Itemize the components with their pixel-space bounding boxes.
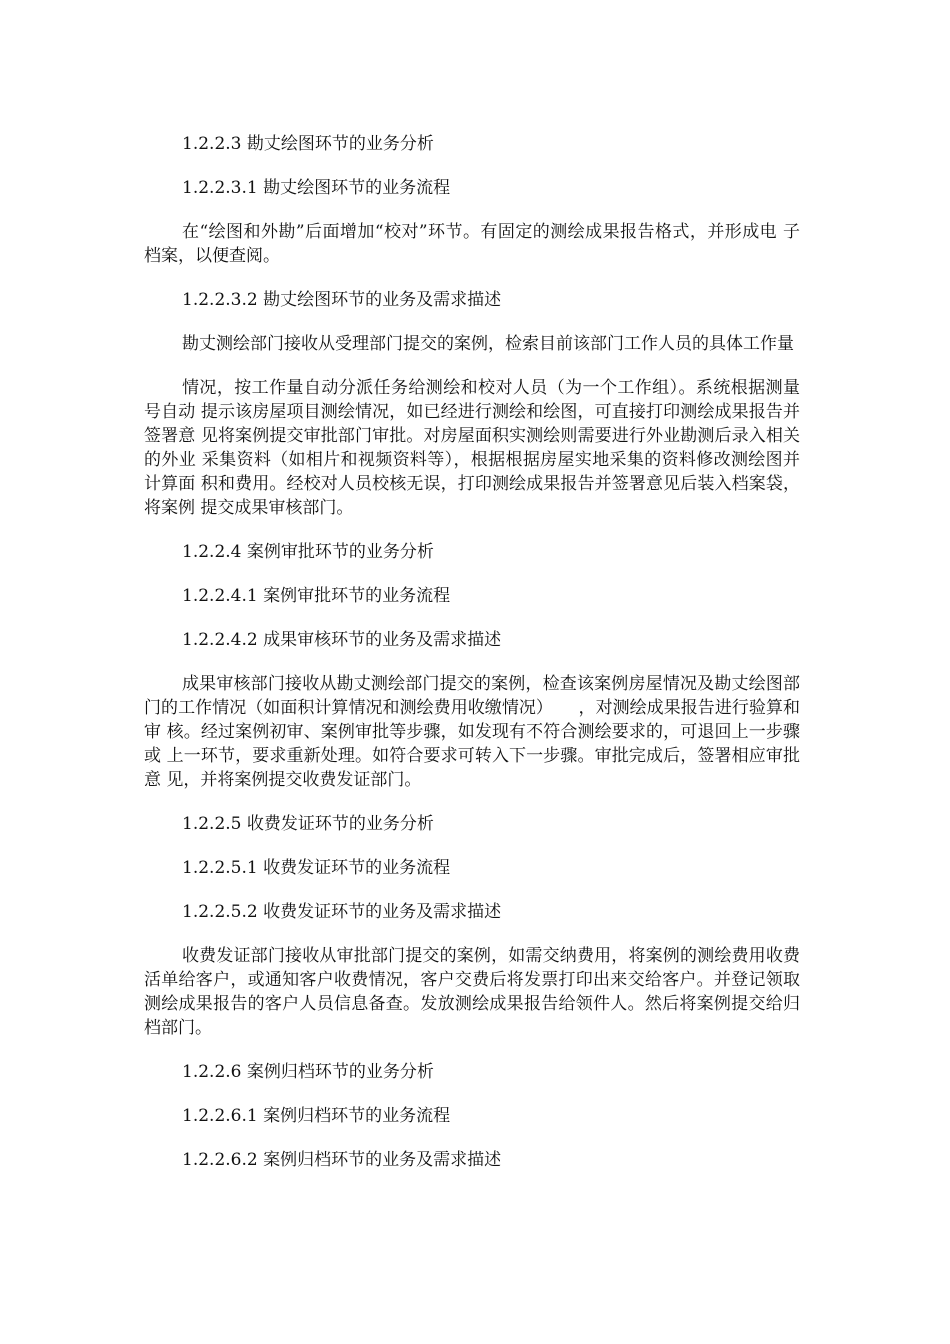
subsection-heading: 1.2.2.4.2 成果审核环节的业务及需求描述 <box>182 630 502 650</box>
subsection-heading: 1.2.2.4.1 案例审批环节的业务流程 <box>182 586 451 606</box>
body-paragraph: 在“绘图和外勘”后面增加“校对”环节。有固定的测绘成果报告格式，并形成电 子档案，以便查阅。 <box>144 222 800 266</box>
subsection-heading: 1.2.2.6.1 案例归档环节的业务流程 <box>182 1106 451 1126</box>
body-paragraph: 收费发证部门接收从审批部门提交的案例，如需交纳费用，将案例的测绘费用收费 活单给客户，或通知客户收费情况，客户交费后将发票打印出来交给客户。并登记领取 测绘成果报告的客户人员信息备查。发放测绘成果报告给领件人。然后将案例提交给归 档部门。 <box>144 946 800 1038</box>
subsection-heading: 1.2.2.6.2 案例归档环节的业务及需求描述 <box>182 1150 502 1170</box>
section-heading: 1.2.2.6 案例归档环节的业务分析 <box>182 1062 434 1082</box>
subsection-heading: 1.2.2.5.2 收费发证环节的业务及需求描述 <box>182 902 502 922</box>
body-paragraph: 情况，按工作量自动分派任务给测绘和校对人员（为一个工作组）。系统根据测量号自动 提示该房屋项目测绘情况，如已经进行测绘和绘图，可直接打印测绘成果报告并签署意 见将案例提交审批部门审批。对房屋面积实测绘则需要进行外业勘测后录入相关的外业 采集资料（如相片和视频资料等），根据根据房屋实地采集的资料修改测绘图并计算面 积和费用。经校对人员校核无误，打印测绘成果报告并签署意见后装入档案袋，将案例 提交成果审核部门。 <box>144 378 800 518</box>
section-heading: 1.2.2.4 案例审批环节的业务分析 <box>182 542 434 562</box>
subsection-heading: 1.2.2.3.2 勘丈绘图环节的业务及需求描述 <box>182 290 502 310</box>
body-paragraph: 成果审核部门接收从勘丈测绘部门提交的案例，检查该案例房屋情况及勘丈绘图部 门的工作情况（如面积计算情况和测绘费用收缴情况） ，对测绘成果报告进行验算和审 核。经过案例初审、案例审批等步骤，如发现有不符合测绘要求的，可退回上一步骤或 上一环节，要求重新处理。如符合要求可转入下一步骤。审批完成后，签署相应审批意 见，并将案例提交收费发证部门。 <box>144 674 800 790</box>
section-heading: 1.2.2.5 收费发证环节的业务分析 <box>182 814 434 834</box>
document-body <box>144 132 800 1192</box>
subsection-heading: 1.2.2.3.1 勘丈绘图环节的业务流程 <box>182 178 451 198</box>
section-heading: 1.2.2.3 勘丈绘图环节的业务分析 <box>182 134 434 154</box>
body-paragraph: 勘丈测绘部门接收从受理部门提交的案例，检索目前该部门工作人员的具体工作量 <box>182 334 794 354</box>
subsection-heading: 1.2.2.5.1 收费发证环节的业务流程 <box>182 858 451 878</box>
